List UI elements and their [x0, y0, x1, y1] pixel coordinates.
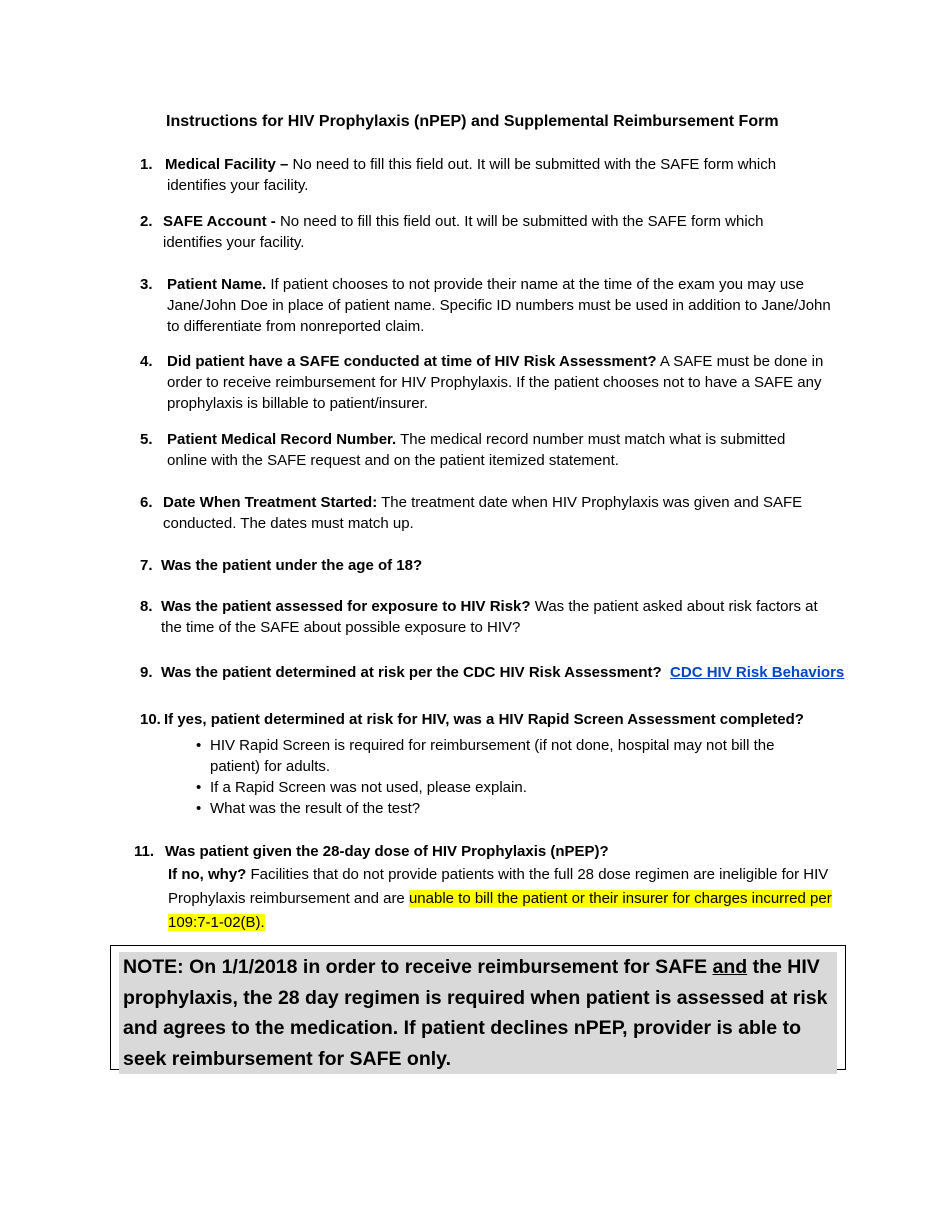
item-11-explanation — [134, 863, 839, 935]
instruction-item-2 — [140, 211, 810, 253]
bullet-icon: • — [196, 779, 202, 796]
cdc-hiv-risk-behaviors-link[interactable]: CDC HIV Risk Behaviors — [670, 664, 845, 681]
item-label: Was the patient under the age of 18? — [161, 557, 423, 574]
item-number: 3. — [140, 276, 153, 293]
item-text: No need to fill this field out. It will be submitted with the SAFE form which identifies your facility. — [167, 156, 777, 194]
item-number: 6. — [140, 494, 153, 511]
page-title: Instructions for HIV Prophylaxis (nPEP) and Supplemental Reimbursement Form — [166, 113, 779, 130]
instruction-item-9 — [140, 662, 845, 683]
item-text: The medical record number must match what is submitted online with the SAFE request and on the patient itemized statement. — [167, 431, 786, 469]
note-text: NOTE: On 1/1/2018 in order to receive reimbursement for SAFE and the HIV prophylaxis, the 28 day regimen is required when patient is assessed at risk and agrees to the medication. If patient declines nPEP, provider is able to seek reimbursement for SAFE only. — [119, 952, 837, 1074]
item-text: No need to fill this field out. It will be submitted with the SAFE form which identifies your facility. — [163, 213, 764, 251]
instruction-item-10 — [140, 709, 840, 730]
item-number: 9. — [140, 664, 153, 681]
list-item: • HIV Rapid Screen is required for reimbursement (if not done, hospital may not bill the patient) for adults. — [196, 737, 775, 775]
item-text: Facilities that do not provide patients with the full 28 dose regimen are ineligible for HIV Prophylaxis reimbursement and are — [168, 866, 829, 907]
instruction-item-1 — [140, 154, 820, 196]
item-number: 4. — [140, 353, 153, 370]
item-number: 5. — [140, 431, 153, 448]
instruction-item-6 — [140, 492, 830, 534]
instruction-item-4 — [140, 351, 830, 414]
highlighted-text: unable to bill the patient or their insurer for charges incurred per 109:7-1-02(B). — [168, 890, 832, 931]
item-number: 10. — [140, 711, 161, 728]
if-no-why-label: If no, why? — [168, 866, 247, 883]
item-number: 1. — [140, 156, 153, 173]
instruction-item-5 — [140, 429, 820, 471]
rapid-screen-bullet-list — [196, 735, 816, 819]
note-box — [110, 945, 846, 1070]
item-number: 11. — [134, 843, 155, 860]
item-label: Was patient given the 28-day dose of HIV Prophylaxis (nPEP)? — [165, 843, 609, 860]
instruction-item-3 — [140, 274, 845, 337]
item-label: Was the patient assessed for exposure to HIV Risk? — [161, 598, 531, 615]
list-item: • If a Rapid Screen was not used, please explain. — [196, 779, 527, 796]
item-label: Was the patient determined at risk per the CDC HIV Risk Assessment? — [161, 664, 662, 681]
list-item: • What was the result of the test? — [196, 800, 421, 817]
item-label: Patient Medical Record Number. — [167, 431, 397, 448]
item-number: 8. — [140, 598, 153, 615]
item-text: If patient chooses to not provide their name at the time of the exam you may use Jane/John Doe in place of patient name. Specific ID numbers must be used in addition to Jane/John to differentiate from nonreported claim. — [167, 276, 831, 335]
instruction-item-8 — [140, 596, 830, 638]
item-label: SAFE Account - — [163, 213, 276, 230]
item-label: Did patient have a SAFE conducted at time of HIV Risk Assessment? — [167, 353, 657, 370]
item-label: Date When Treatment Started: — [163, 494, 378, 511]
instruction-item-7 — [140, 555, 830, 576]
item-label: Patient Name. — [167, 276, 267, 293]
note-underlined-word: and — [712, 956, 748, 978]
item-number: 2. — [140, 213, 153, 230]
instruction-item-11 — [134, 841, 839, 935]
bullet-icon: • — [196, 737, 202, 754]
bullet-icon: • — [196, 800, 202, 817]
item-number: 7. — [140, 557, 153, 574]
item-text: Was the patient asked about risk factors at the time of the SAFE about possible exposure to HIV? — [161, 598, 818, 636]
item-text: The treatment date when HIV Prophylaxis was given and SAFE conducted. The dates must match up. — [163, 494, 803, 532]
item-label: Medical Facility – — [165, 156, 289, 173]
item-label: If yes, patient determined at risk for HIV, was a HIV Rapid Screen Assessment completed? — [164, 711, 804, 728]
item-text: A SAFE must be done in order to receive reimbursement for HIV Prophylaxis. If the patient chooses not to have a SAFE any prophylaxis is billable to patient/insurer. — [167, 353, 824, 412]
